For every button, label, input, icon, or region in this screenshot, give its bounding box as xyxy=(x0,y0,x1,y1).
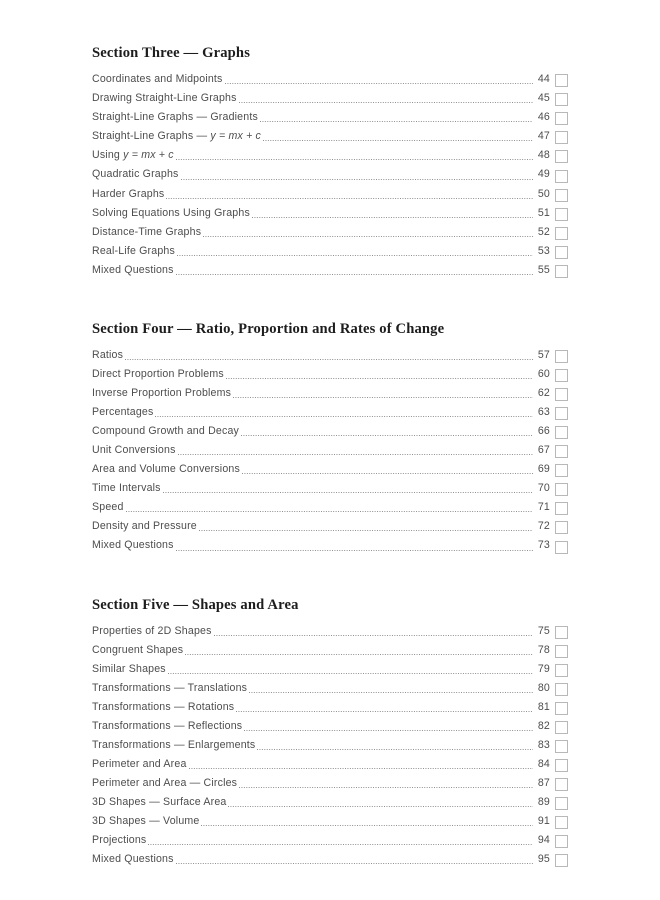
entry-page-number: 83 xyxy=(537,739,550,752)
entry-checkbox[interactable] xyxy=(555,131,568,144)
leader-dots xyxy=(148,831,533,850)
contents-sections xyxy=(92,44,568,869)
leader-dots xyxy=(176,850,533,869)
leader-dots xyxy=(239,774,533,793)
leader-dots xyxy=(225,70,533,89)
entry-title: Direct Proportion Problems xyxy=(92,368,224,381)
leader-dots xyxy=(177,242,533,261)
entry-title: Projections xyxy=(92,834,147,847)
entry-checkbox[interactable] xyxy=(555,426,568,439)
entry-checkbox[interactable] xyxy=(555,227,568,240)
contents-entry[interactable] xyxy=(92,261,568,280)
entry-checkbox[interactable] xyxy=(555,740,568,753)
entry-checkbox[interactable] xyxy=(555,683,568,696)
entry-title: Mixed Questions xyxy=(92,853,174,866)
leader-dots xyxy=(228,793,533,812)
leader-dots xyxy=(125,346,533,365)
entry-title: Quadratic Graphs xyxy=(92,168,179,181)
leader-dots xyxy=(257,736,533,755)
entry-checkbox[interactable] xyxy=(555,521,568,534)
entry-checkbox[interactable] xyxy=(555,759,568,772)
entry-title: Transformations — Rotations xyxy=(92,700,235,713)
entry-title: Coordinates and Midpoints xyxy=(92,73,223,86)
contents-entry[interactable] xyxy=(92,717,568,736)
contents-entry[interactable] xyxy=(92,755,568,774)
entry-title: Congruent Shapes xyxy=(92,643,184,656)
entry-checkbox[interactable] xyxy=(555,502,568,515)
entry-checkbox[interactable] xyxy=(555,778,568,791)
contents-entry[interactable] xyxy=(92,89,568,108)
leader-dots xyxy=(155,403,533,422)
entry-page-number: 84 xyxy=(537,758,550,771)
entry-page-number: 87 xyxy=(537,777,550,790)
entry-checkbox[interactable] xyxy=(555,645,568,658)
entry-title: Unit Conversions xyxy=(92,444,176,457)
leader-dots xyxy=(176,536,533,555)
contents-entry[interactable] xyxy=(92,441,568,460)
entry-page-number: 44 xyxy=(537,73,550,86)
contents-entry[interactable] xyxy=(92,517,568,536)
entry-page-number: 51 xyxy=(537,206,550,219)
entry-page-number: 62 xyxy=(537,387,550,400)
leader-dots xyxy=(176,261,533,280)
entry-checkbox[interactable] xyxy=(555,854,568,867)
leader-dots xyxy=(203,223,533,242)
leader-dots xyxy=(178,441,533,460)
leader-dots xyxy=(263,127,533,146)
entry-page-number: 82 xyxy=(537,719,550,732)
contents-entry[interactable] xyxy=(92,698,568,717)
contents-entry[interactable] xyxy=(92,622,568,641)
contents-entry[interactable] xyxy=(92,831,568,850)
entry-title: 3D Shapes — Volume xyxy=(92,815,200,828)
leader-dots xyxy=(242,460,533,479)
leader-dots xyxy=(181,165,534,184)
contents-entry[interactable] xyxy=(92,660,568,679)
entry-checkbox[interactable] xyxy=(555,664,568,677)
entry-checkbox[interactable] xyxy=(555,721,568,734)
entry-page-number: 57 xyxy=(537,348,550,361)
entry-title: Percentages xyxy=(92,406,154,419)
section-heading: Section Four — Ratio, Proportion and Rates of Change xyxy=(92,320,445,337)
contents-entry[interactable] xyxy=(92,346,568,365)
entry-checkbox[interactable] xyxy=(555,93,568,106)
entry-title: Distance-Time Graphs xyxy=(92,225,202,238)
entry-page-number: 45 xyxy=(537,92,550,105)
entry-title: Mixed Questions xyxy=(92,263,174,276)
leader-dots xyxy=(226,365,533,384)
entry-page-number: 46 xyxy=(537,111,550,124)
entry-page-number: 95 xyxy=(537,853,550,866)
contents-entry[interactable] xyxy=(92,365,568,384)
leader-dots xyxy=(201,812,533,831)
entry-page-number: 71 xyxy=(537,501,550,514)
entry-page-number: 78 xyxy=(537,643,550,656)
entry-checkbox[interactable] xyxy=(555,246,568,259)
contents-section xyxy=(92,596,568,870)
entry-title: Drawing Straight-Line Graphs xyxy=(92,92,237,105)
entry-title: Time Intervals xyxy=(92,482,161,495)
contents-entry[interactable] xyxy=(92,498,568,517)
contents-entry[interactable] xyxy=(92,185,568,204)
contents-entry[interactable] xyxy=(92,812,568,831)
entry-title: Using y = mx + c xyxy=(92,149,174,162)
entry-checkbox[interactable] xyxy=(555,797,568,810)
entry-page-number: 69 xyxy=(537,463,550,476)
contents-entry[interactable] xyxy=(92,850,568,869)
leader-dots xyxy=(260,108,533,127)
contents-entry[interactable] xyxy=(92,165,568,184)
contents-entry[interactable] xyxy=(92,127,568,146)
entry-page-number: 72 xyxy=(537,520,550,533)
entry-checkbox[interactable] xyxy=(555,388,568,401)
entry-title: Mixed Questions xyxy=(92,539,174,552)
entry-page-number: 67 xyxy=(537,444,550,457)
contents-section xyxy=(92,44,568,280)
entry-page-number: 70 xyxy=(537,482,550,495)
entry-checkbox[interactable] xyxy=(555,112,568,125)
entry-page-number: 73 xyxy=(537,539,550,552)
entry-page-number: 50 xyxy=(537,187,550,200)
entry-title: Density and Pressure xyxy=(92,520,197,533)
contents-entry[interactable] xyxy=(92,536,568,555)
leader-dots xyxy=(185,641,533,660)
entry-page-number: 80 xyxy=(537,681,550,694)
contents-entry[interactable] xyxy=(92,204,568,223)
entry-page-number: 47 xyxy=(537,130,550,143)
entry-title: Harder Graphs xyxy=(92,187,165,200)
leader-dots xyxy=(236,698,533,717)
entry-checkbox[interactable] xyxy=(555,74,568,87)
entry-title: Similar Shapes xyxy=(92,662,166,675)
contents-entry[interactable] xyxy=(92,679,568,698)
entry-page-number: 52 xyxy=(537,225,550,238)
contents-entry[interactable] xyxy=(92,774,568,793)
entry-page-number: 94 xyxy=(537,834,550,847)
leader-dots xyxy=(233,384,533,403)
contents-entry[interactable] xyxy=(92,479,568,498)
entry-title: 3D Shapes — Surface Area xyxy=(92,796,227,809)
entry-checkbox[interactable] xyxy=(555,626,568,639)
entry-checkbox[interactable] xyxy=(555,816,568,829)
entry-title: Straight-Line Graphs — Gradients xyxy=(92,111,258,124)
contents-entry[interactable] xyxy=(92,460,568,479)
entry-page-number: 91 xyxy=(537,815,550,828)
leader-dots xyxy=(163,479,533,498)
leader-dots xyxy=(244,717,533,736)
contents-entry-list xyxy=(92,70,568,280)
entry-title: Transformations — Enlargements xyxy=(92,739,256,752)
entry-page-number: 63 xyxy=(537,406,550,419)
entry-title: Transformations — Reflections xyxy=(92,719,243,732)
entry-checkbox[interactable] xyxy=(555,702,568,715)
entry-page-number: 75 xyxy=(537,624,550,637)
contents-entry[interactable] xyxy=(92,793,568,812)
contents-entry[interactable] xyxy=(92,422,568,441)
entry-page-number: 66 xyxy=(537,425,550,438)
entry-checkbox[interactable] xyxy=(555,170,568,183)
contents-section xyxy=(92,320,568,556)
entry-page-number: 81 xyxy=(537,700,550,713)
contents-entry-list xyxy=(92,346,568,556)
entry-page-number: 49 xyxy=(537,168,550,181)
entry-title: Solving Equations Using Graphs xyxy=(92,206,250,219)
entry-title: Perimeter and Area xyxy=(92,758,187,771)
section-heading: Section Five — Shapes and Area xyxy=(92,596,299,613)
entry-page-number: 89 xyxy=(537,796,550,809)
contents-entry[interactable] xyxy=(92,384,568,403)
leader-dots xyxy=(126,498,533,517)
leader-dots xyxy=(176,146,533,165)
entry-checkbox[interactable] xyxy=(555,189,568,202)
leader-dots xyxy=(189,755,533,774)
entry-title: Area and Volume Conversions xyxy=(92,463,240,476)
contents-entry[interactable] xyxy=(92,242,568,261)
contents-entry[interactable] xyxy=(92,108,568,127)
entry-page-number: 53 xyxy=(537,244,550,257)
contents-entry[interactable] xyxy=(92,223,568,242)
entry-title: Perimeter and Area — Circles xyxy=(92,777,238,790)
entry-page-number: 60 xyxy=(537,368,550,381)
leader-dots xyxy=(166,185,533,204)
entry-page-number: 55 xyxy=(537,263,550,276)
contents-entry[interactable] xyxy=(92,641,568,660)
entry-title: Properties of 2D Shapes xyxy=(92,624,212,637)
entry-title: Inverse Proportion Problems xyxy=(92,387,232,400)
contents-entry[interactable] xyxy=(92,70,568,89)
contents-entry[interactable] xyxy=(92,736,568,755)
entry-checkbox[interactable] xyxy=(555,208,568,221)
entry-title: Speed xyxy=(92,501,124,514)
leader-dots xyxy=(199,517,533,536)
entry-title: Real-Life Graphs xyxy=(92,244,175,257)
entry-checkbox[interactable] xyxy=(555,483,568,496)
leader-dots xyxy=(168,660,533,679)
entry-checkbox[interactable] xyxy=(555,541,568,554)
entry-page-number: 48 xyxy=(537,149,550,162)
entry-checkbox[interactable] xyxy=(555,150,568,163)
leader-dots xyxy=(214,622,533,641)
entry-checkbox[interactable] xyxy=(555,464,568,477)
section-heading: Section Three — Graphs xyxy=(92,45,251,61)
contents-entry[interactable] xyxy=(92,146,568,165)
entry-title: Compound Growth and Decay xyxy=(92,425,240,438)
leader-dots xyxy=(252,204,533,223)
entry-title: Transformations — Translations xyxy=(92,681,248,694)
entry-page-number: 79 xyxy=(537,662,550,675)
entry-checkbox[interactable] xyxy=(555,835,568,848)
entry-checkbox[interactable] xyxy=(555,265,568,278)
leader-dots xyxy=(239,89,533,108)
leader-dots xyxy=(249,679,533,698)
entry-checkbox[interactable] xyxy=(555,407,568,420)
entry-checkbox[interactable] xyxy=(555,445,568,458)
entry-title: Ratios xyxy=(92,348,124,361)
leader-dots xyxy=(241,422,533,441)
contents-entry-list xyxy=(92,622,568,870)
entry-checkbox[interactable] xyxy=(555,350,568,363)
contents-entry[interactable] xyxy=(92,403,568,422)
entry-title: Straight-Line Graphs — y = mx + c xyxy=(92,130,262,143)
entry-checkbox[interactable] xyxy=(555,369,568,382)
